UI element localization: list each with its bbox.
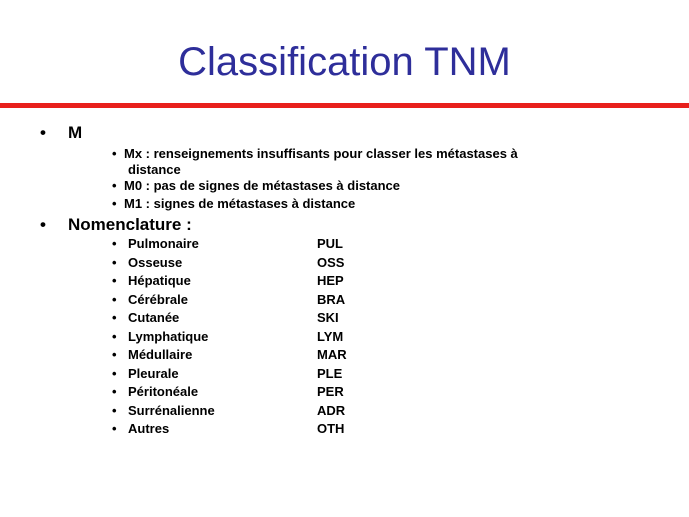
- bullet: •: [112, 146, 117, 161]
- bullet: •: [112, 236, 117, 251]
- site-code: SKI: [317, 310, 339, 325]
- m-heading: M: [68, 123, 83, 142]
- site-code: HEP: [317, 273, 344, 288]
- bullet: •: [112, 196, 117, 211]
- site-code: MAR: [317, 347, 347, 362]
- bullet: •: [112, 384, 117, 399]
- bullet: •: [112, 254, 117, 270]
- site-code: PER: [317, 384, 344, 399]
- site-name: Autres: [128, 421, 170, 436]
- nomenclature-heading: Nomenclature :: [68, 215, 192, 234]
- site-code: ADR: [317, 402, 346, 418]
- bullet: •: [112, 421, 117, 436]
- m-item-line: Mx : renseignements insuffisants pour classer les métastases à: [124, 146, 518, 161]
- m-item-line-continued: distance: [128, 162, 181, 177]
- bullet: •: [112, 310, 117, 325]
- site-code: PUL: [317, 236, 343, 251]
- site-code: BRA: [317, 291, 346, 307]
- title-divider: [0, 103, 689, 108]
- bullet: •: [112, 273, 117, 288]
- site-name: Médullaire: [128, 347, 193, 362]
- site-name: Surrénalienne: [128, 402, 215, 418]
- bullet: •: [112, 402, 117, 418]
- bullet: •: [40, 215, 46, 234]
- m-item-text: M0 : pas de signes de métastases à distance: [124, 178, 401, 193]
- site-name: Cérébrale: [128, 291, 188, 307]
- m-item-text: [124, 146, 518, 178]
- bullet: •: [40, 123, 46, 142]
- bullet: •: [112, 291, 117, 307]
- bullet: •: [112, 365, 117, 381]
- bullet: •: [112, 328, 117, 344]
- bullet: •: [112, 178, 117, 193]
- m-item-text: M1 : signes de métastases à distance: [124, 196, 356, 211]
- site-code: LYM: [317, 328, 344, 344]
- site-name: Osseuse: [128, 254, 183, 270]
- site-code: OTH: [317, 421, 345, 436]
- site-name: Pulmonaire: [128, 236, 199, 251]
- site-name: Pleurale: [128, 365, 179, 381]
- site-code: PLE: [317, 365, 343, 381]
- site-name: Hépatique: [128, 273, 191, 288]
- site-code: OSS: [317, 254, 345, 270]
- site-name: Péritonéale: [128, 384, 199, 399]
- site-name: Lymphatique: [128, 328, 209, 344]
- slide-title: Classification TNM: [178, 40, 511, 84]
- bullet: •: [112, 347, 117, 362]
- site-name: Cutanée: [128, 310, 180, 325]
